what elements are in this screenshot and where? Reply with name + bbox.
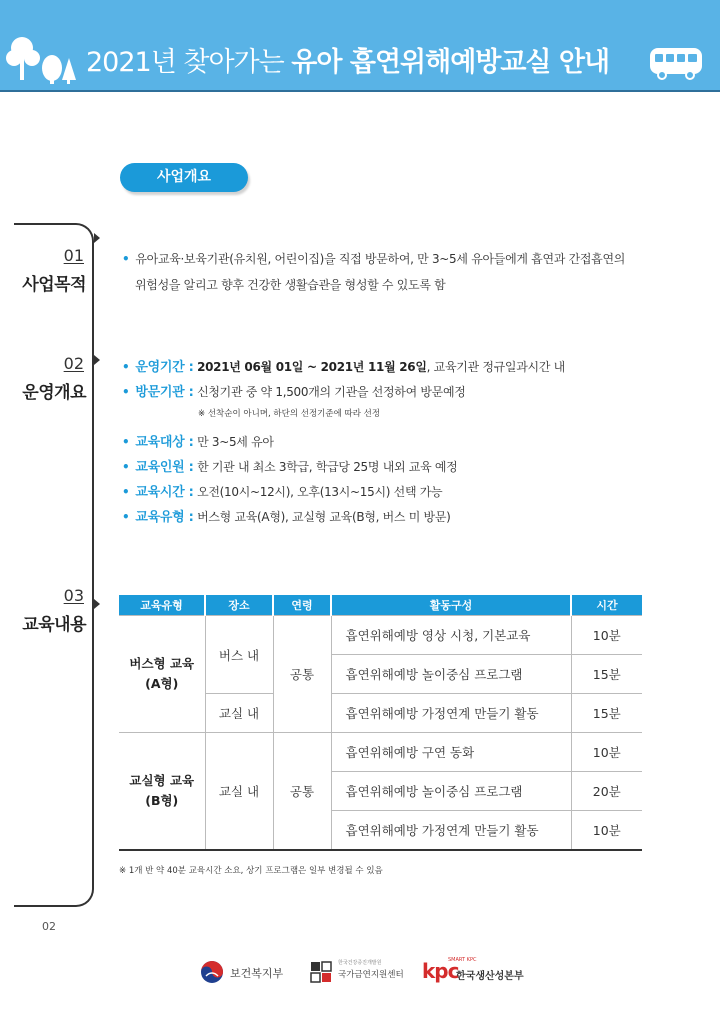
center-logo-icon xyxy=(310,961,332,983)
bullet-icon: • xyxy=(122,252,130,266)
purpose-line xyxy=(122,250,625,267)
bracket-notch xyxy=(94,233,100,243)
education-table xyxy=(119,595,642,851)
purpose-text: 위험성을 알리고 향후 건강한 생활습관을 형성할 수 있도록 함 xyxy=(135,278,446,292)
bullet-icon: • xyxy=(122,360,130,374)
group-name: 버스형 교육 xyxy=(129,656,195,671)
operation-target xyxy=(122,431,274,450)
activity-cell: 흡연위해예방 가정연계 만들기 활동 xyxy=(331,811,571,851)
bullet-icon: • xyxy=(122,510,130,524)
time-cell: 10분 xyxy=(571,811,642,851)
bracket-notch xyxy=(94,355,100,365)
table-header: 교육유형 xyxy=(119,595,205,616)
trees-icon xyxy=(6,36,78,86)
place-cell: 버스 내 xyxy=(205,616,273,694)
section-title: 사업목적 xyxy=(22,275,86,295)
kpc-name: 한국생산성본부 xyxy=(456,971,524,982)
bullet-icon: • xyxy=(122,460,130,474)
bracket-notch xyxy=(94,599,100,609)
section-bracket xyxy=(14,223,94,907)
group-name: 교실형 교육 xyxy=(129,773,195,788)
operation-visit xyxy=(122,381,466,400)
mohw-logo-icon xyxy=(200,960,224,984)
header-banner xyxy=(0,0,720,92)
time-cell: 15분 xyxy=(571,694,642,733)
bullet-icon: • xyxy=(122,485,130,499)
item-value: 만 3~5세 유아 xyxy=(197,435,274,449)
section-title: 운영개요 xyxy=(22,383,86,403)
group-code: (B형) xyxy=(145,793,179,808)
operation-people xyxy=(122,456,457,475)
operation-type xyxy=(122,506,451,525)
time-cell: 20분 xyxy=(571,772,642,811)
time-cell: 15분 xyxy=(571,655,642,694)
purpose-text: 유아교육·보육기관(유치원, 어린이집)을 직접 방문하여, 만 3~5세 유아들에게 흡연과 간접흡연의 xyxy=(135,252,626,266)
group-a-cell xyxy=(119,616,205,733)
table-header: 연령 xyxy=(273,595,331,616)
section-number: 02 xyxy=(63,354,84,373)
item-key: 운영기간 : xyxy=(135,360,194,375)
activity-cell: 흡연위해예방 놀이중심 프로그램 xyxy=(331,772,571,811)
item-value: 버스형 교육(A형), 교실형 교육(B형, 버스 미 방문) xyxy=(197,510,451,524)
footnote: ※ 1개 반 약 40분 교육시간 소요, 상기 프로그램은 일부 변경될 수 있음 xyxy=(119,866,383,876)
title-bold: 유아 흡연위해예방교실 안내 xyxy=(291,47,610,78)
table-header: 활동구성 xyxy=(331,595,571,616)
activity-cell: 흡연위해예방 가정연계 만들기 활동 xyxy=(331,694,571,733)
item-value: 한 기관 내 최소 3학급, 학급당 25명 내외 교육 예정 xyxy=(197,460,458,474)
activity-cell: 흡연위해예방 구연 동화 xyxy=(331,733,571,772)
title-light: 2021년 찾아가는 xyxy=(86,47,292,78)
item-value: 오전(10시~12시), 오후(13시~15시) 선택 가능 xyxy=(197,485,443,499)
section-number: 03 xyxy=(63,586,84,605)
item-key: 교육대상 : xyxy=(135,435,194,450)
table-row xyxy=(119,616,642,655)
section-number: 01 xyxy=(63,246,84,265)
purpose-line xyxy=(135,276,445,293)
section-title: 교육내용 xyxy=(22,615,86,635)
center-name: 국가금연지원센터 xyxy=(338,970,404,980)
activity-cell: 흡연위해예방 놀이중심 프로그램 xyxy=(331,655,571,694)
time-cell: 10분 xyxy=(571,616,642,655)
bus-icon xyxy=(648,46,706,82)
group-b-cell xyxy=(119,733,205,851)
place-cell: 교실 내 xyxy=(205,733,273,851)
group-code: (A형) xyxy=(145,676,179,691)
period-dates: 2021년 06월 01일 ~ 2021년 11월 26일 xyxy=(197,360,427,374)
table-row xyxy=(119,733,642,772)
activity-cell: 흡연위해예방 영상 시청, 기본교육 xyxy=(331,616,571,655)
page-number: 02 xyxy=(42,920,56,933)
overview-label: 사업개요 xyxy=(120,163,248,192)
table-header-row xyxy=(119,595,642,616)
kpc-small: SMART KPC xyxy=(448,957,477,963)
item-value: , 교육기관 정규일과시간 내 xyxy=(426,360,565,374)
item-key: 교육인원 : xyxy=(135,460,194,475)
footer-logos xyxy=(0,955,720,989)
age-cell: 공통 xyxy=(273,733,331,851)
table-header: 시간 xyxy=(571,595,642,616)
item-value: 신청기관 중 약 1,500개의 기관을 선정하여 방문예정 xyxy=(197,385,466,399)
bullet-icon: • xyxy=(122,435,130,449)
item-key: 교육시간 : xyxy=(135,485,194,500)
item-key: 방문기관 : xyxy=(135,385,194,400)
age-cell: 공통 xyxy=(273,616,331,733)
center-small-name: 한국건강증진개발원 xyxy=(338,960,382,966)
operation-period xyxy=(122,356,565,375)
item-key: 교육유형 : xyxy=(135,510,194,525)
bullet-icon: • xyxy=(122,385,130,399)
time-cell: 10분 xyxy=(571,733,642,772)
mohw-name: 보건복지부 xyxy=(230,967,284,980)
visit-note: ※ 선착순이 아니며, 하단의 선정기준에 따라 선정 xyxy=(198,409,381,419)
table-header: 장소 xyxy=(205,595,273,616)
operation-time xyxy=(122,481,442,500)
kpc-logo-mark: kpc xyxy=(422,959,459,983)
place-cell: 교실 내 xyxy=(205,694,273,733)
page-title xyxy=(86,40,609,79)
